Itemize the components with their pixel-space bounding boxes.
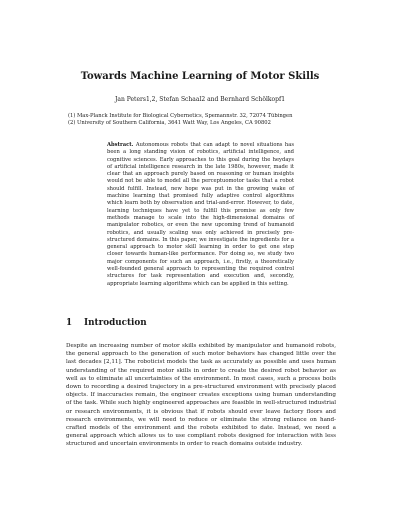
affiliation-1: (1) Max-Planck Institute for Biological Cybernetics, Spemannstr. 32, 72074 Tübingen bbox=[68, 113, 293, 119]
abstract-body: Autonomous robots that can adapt to novel situations has been a long standing vision of robotics, artificial intelligence, and cognitive sciences. Early approaches to this goal during the heydays of artificial intelligence research in the late 1980s, however, made it clear that an approach purely based on reasoning or human insights would not be able to model all the perceptuomotor tasks that a robot should fulfill. Instead, new hope was put in the growing wake of machine learning that promised fully adaptive control algorithms which learn both by observation and trial-and-error. However, to date, learning techniques have yet to fulfill this promise as only few methods manage to scale into the high-dimensional domains of manipulator robotics, or even the new upcoming trend of humanoid robotics, and usually scaling was only achieved in precisely pre-structured domains. In this paper, we investigate the ingredients for a general approach to motor skill learning in order to get one step closer towards human-like performance. For doing so, we study two major components for such an approach, i.e., firstly, a theoretically well-founded general approach to representing the required control structures for task representation and execution and, secondly, appropriate learning algorithms which can be applied in this setting. bbox=[107, 142, 295, 287]
author-list: Jan Peters1,2, Stefan Schaal2 and Bernhard Schölkopf1 bbox=[114, 96, 286, 103]
section-number: 1 bbox=[66, 318, 73, 328]
abstract-label: Abstract. bbox=[107, 142, 134, 148]
abstract bbox=[107, 142, 294, 288]
paper-title: Towards Machine Learning of Motor Skills bbox=[80, 71, 320, 82]
affiliations bbox=[68, 113, 348, 127]
section-title: Introduction bbox=[84, 318, 147, 328]
section-heading-introduction bbox=[66, 318, 336, 328]
affiliation-2: (2) University of Southern California, 3641 Watt Way, Los Angeles, CA 90802 bbox=[68, 120, 271, 126]
introduction-paragraph: Despite an increasing number of motor skills exhibited by manipulator and humanoid robots, the general approach to the generation of such motor behaviors has changed little over the last decades [2,11]. The roboticist models the task as accurately as possible and uses human understanding of the required motor skills in order to create the desired robot behavior as well as to eliminate all uncertainties of the environment. In most cases, such a process boils down to recording a desired trajectory in a pre-structured environment with precisely placed objects. If inaccuracies remain, the engineer creates exceptions using human understanding of the task. While such highly engineered approaches are feasible in well-structured industrial or research environments, it is obvious that if robots should ever leave factory floors and research environments, we will need to reduce or eliminate the strong reliance on hand-crafted models of the environment and the robots exhibited to date. Instead, we need a general approach which allows us to use compliant robots designed for interaction with less structured and uncertain environments in order to reach domains outside industry. bbox=[66, 343, 336, 448]
